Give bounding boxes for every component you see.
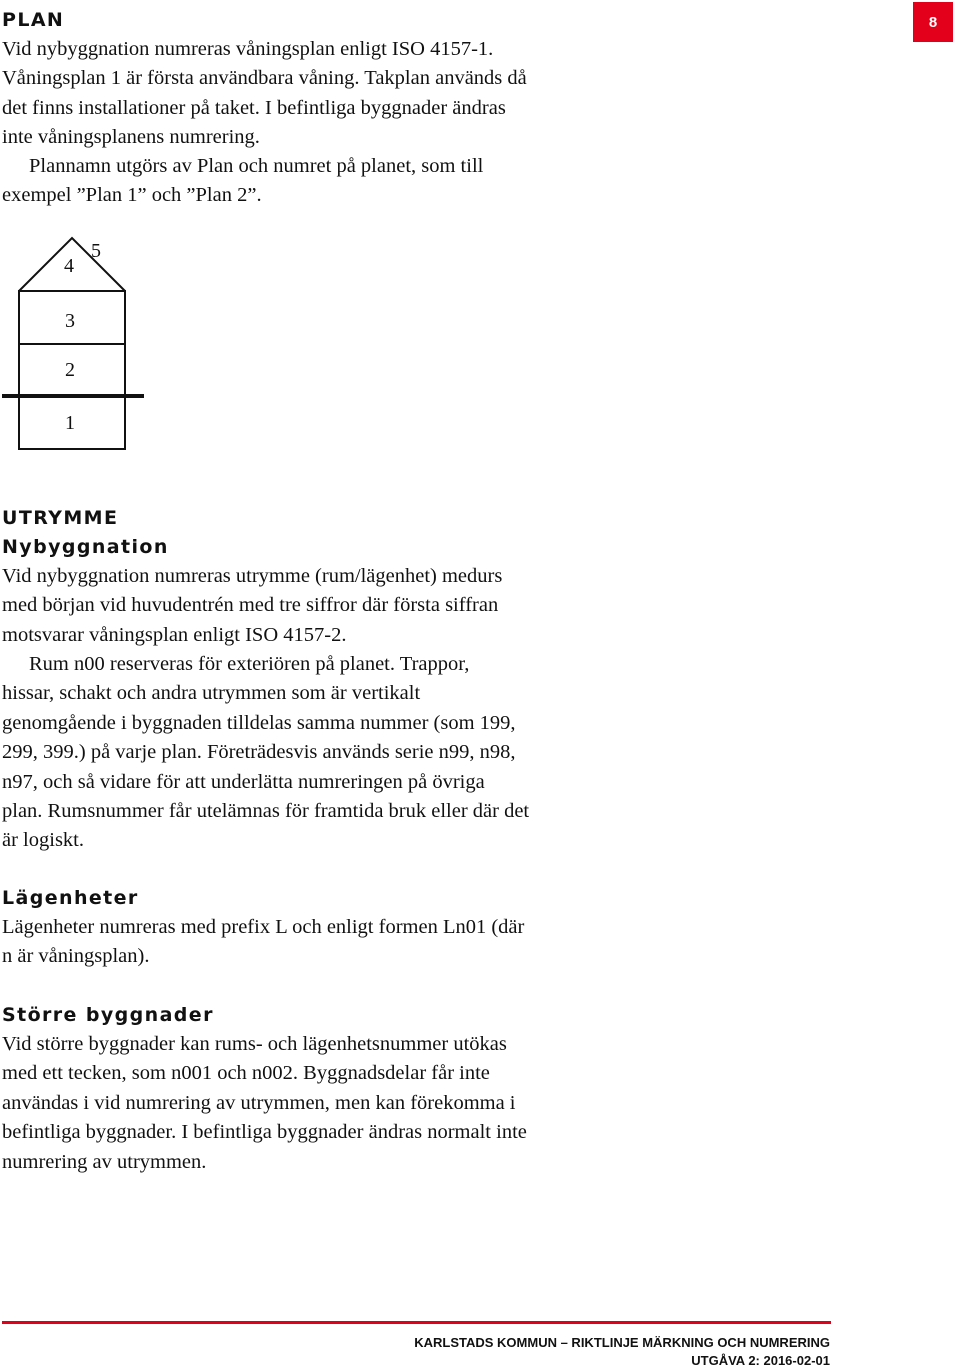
text-line: n är våningsplan). [2,945,150,968]
text-line: Vid nybyggnation numreras utrymme (rum/lägenhet) medurs [2,565,503,587]
text-line: Vid större byggnader kan rums- och lägenhetsnummer utökas [2,1033,507,1055]
floor-label-3: 3 [65,310,75,332]
text-line: Vid nybyggnation numreras våningsplan enligt ISO 4157-1. [2,38,494,60]
text-line: plan. Rumsnummer får utelämnas för framtida bruk eller där det [2,800,530,823]
nybyggnation-paragraph-2 [2,650,529,856]
text-line: Plannamn utgörs av Plan och numret på planet, som till [29,155,484,177]
floor-plan-diagram [0,228,160,458]
text-line: genomgående i byggnaden tilldelas samma nummer (som 199, [2,711,516,734]
text-line: inte våningsplanens numrering. [2,126,260,149]
subheading-storre-byggnader: Större byggnader [2,1004,214,1026]
text-line: användas i vid numrering av utrymmen, men kan förekomma i [2,1091,516,1114]
text-line: exempel ”Plan 1” och ”Plan 2”. [2,184,262,207]
text-line: det finns installationer på taket. I befintliga byggnader ändras [2,96,506,119]
text-line: numrering av utrymmen. [2,1150,207,1173]
floor-label-4: 4 [64,255,74,277]
footer-divider [2,1321,831,1324]
text-line: hissar, schakt och andra utrymmen som är vertikalt [2,682,421,705]
text-line: Lägenheter numreras med prefix L och enligt formen Ln01 (där [2,916,525,938]
lagenheter-paragraph [2,913,524,972]
text-line: 299, 399.) på varje plan. Företrädesvis används serie n99, n98, [2,741,516,764]
subheading-lagenheter: Lägenheter [2,887,139,909]
floor-label-1: 1 [65,412,75,434]
text-line: med början vid huvudentrén med tre siffror där första siffran [2,594,499,617]
text-line: Våningsplan 1 är första användbara våning. Takplan används då [2,67,527,90]
floor-label-2: 2 [65,359,75,381]
page-number-badge: 8 [913,2,953,42]
footer-title: KARLSTADS KOMMUN – RIKTLINJE MÄRKNING OCH NUMRERING [414,1335,830,1350]
plan-paragraph-2 [2,152,483,211]
floor-label-5: 5 [91,240,101,262]
plan-paragraph-1 [2,35,527,153]
nybyggnation-paragraph-1 [2,562,502,650]
footer-edition: UTGÅVA 2: 2016-02-01 [691,1353,830,1368]
text-line: Rum n00 reserveras för exteriören på planet. Trappor, [29,653,470,675]
text-line: befintliga byggnader. I befintliga byggnader ändras normalt inte [2,1121,527,1144]
section-heading-utrymme: UTRYMME [2,507,119,529]
subheading-nybyggnation: Nybyggnation [2,536,169,558]
text-line: är logiskt. [2,829,84,852]
storre-byggnader-paragraph [2,1030,527,1177]
text-line: motsvarar våningsplan enligt ISO 4157-2. [2,623,347,646]
section-heading-plan: PLAN [2,9,65,31]
text-line: med ett tecken, som n001 och n002. Byggnadsdelar får inte [2,1062,490,1085]
text-line: n97, och så vidare för att underlätta numreringen på övriga [2,770,485,793]
